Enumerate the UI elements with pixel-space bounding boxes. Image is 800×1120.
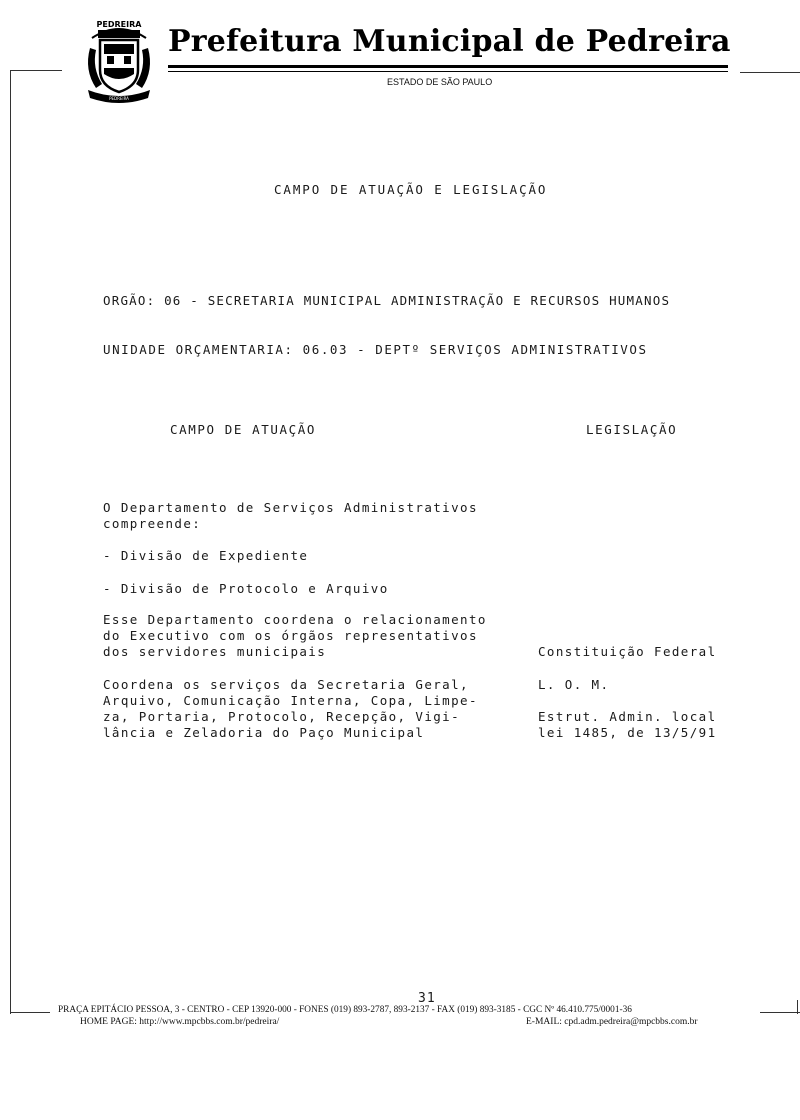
paragraph2-line-4: lância e Zeladoria do Paço Municipal: [103, 725, 425, 740]
letterhead-title: Prefeitura Municipal de Pedreira: [168, 24, 731, 59]
letterhead-state: ESTADO DE SÃO PAULO: [387, 77, 493, 87]
frame-line-left: [10, 70, 11, 1014]
footer-homepage: HOME PAGE: http://www.mpcbbs.com.br/pedreira/: [80, 1017, 280, 1027]
frame-line-right-tick: [797, 1000, 798, 1014]
seal-lettering-ribbon: PEDREIRA: [109, 96, 129, 101]
footer-email: E-MAIL: cpd.adm.pedreira@mpcbbs.com.br: [526, 1017, 698, 1027]
legislation-lei: lei 1485, de 13/5/91: [538, 725, 717, 740]
unidade-line: UNIDADE ORÇAMENTARIA: 06.03 - DEPTº SERVIÇOS ADMINISTRATIVOS: [103, 342, 648, 357]
column-header-campo: CAMPO DE ATUAÇÃO: [170, 422, 317, 437]
paragraph1-line-3: dos servidores municipais: [103, 644, 327, 659]
paragraph2-line-3: za, Portaria, Protocolo, Recepção, Vigi-: [103, 709, 461, 724]
frame-line-bottom-left: [10, 1012, 50, 1013]
seal-lettering-top: PEDREIRA: [96, 20, 142, 29]
paragraph1-line-2: do Executivo com os órgãos representativos: [103, 628, 478, 643]
paragraph1-line-1: Esse Departamento coordena o relacionamento: [103, 612, 487, 627]
document-heading: CAMPO DE ATUAÇÃO E LEGISLAÇÃO: [274, 182, 548, 197]
intro-line-2: compreende:: [103, 516, 202, 531]
frame-line-bottom-right: [760, 1012, 800, 1013]
legislation-constituicao: Constituição Federal: [538, 644, 717, 659]
municipal-seal-icon: [80, 18, 158, 108]
letterhead-rule-thick: [168, 65, 728, 68]
page-number: 31: [418, 991, 436, 1006]
list-item-protocolo: - Divisão de Protocolo e Arquivo: [103, 581, 389, 596]
legislation-estrut: Estrut. Admin. local: [538, 709, 717, 724]
list-item-expediente: - Divisão de Expediente: [103, 548, 309, 563]
intro-line-1: O Departamento de Serviços Administrativos: [103, 500, 478, 515]
column-header-legislacao: LEGISLAÇÃO: [586, 422, 678, 437]
orgao-line: ORGÃO: 06 - SECRETARIA MUNICIPAL ADMINISTRAÇÃO E RECURSOS HUMANOS: [103, 293, 671, 308]
frame-line-top-right: [740, 72, 800, 73]
letterhead-rule-thin: [168, 71, 728, 72]
paragraph2-line-1: Coordena os serviços da Secretaria Geral,: [103, 677, 469, 692]
legislation-lom: L. O. M.: [538, 677, 610, 692]
footer-address: PRAÇA EPITÁCIO PESSOA, 3 - CENTRO - CEP 13920-000 - FONES (019) 893-2787, 893-2137 - FAX (019) 893-3185 - CGC Nº 46.410.775/0001-36: [58, 1005, 632, 1015]
frame-line-top-left: [10, 70, 62, 71]
paragraph2-line-2: Arquivo, Comunicação Interna, Copa, Limpe-: [103, 693, 478, 708]
